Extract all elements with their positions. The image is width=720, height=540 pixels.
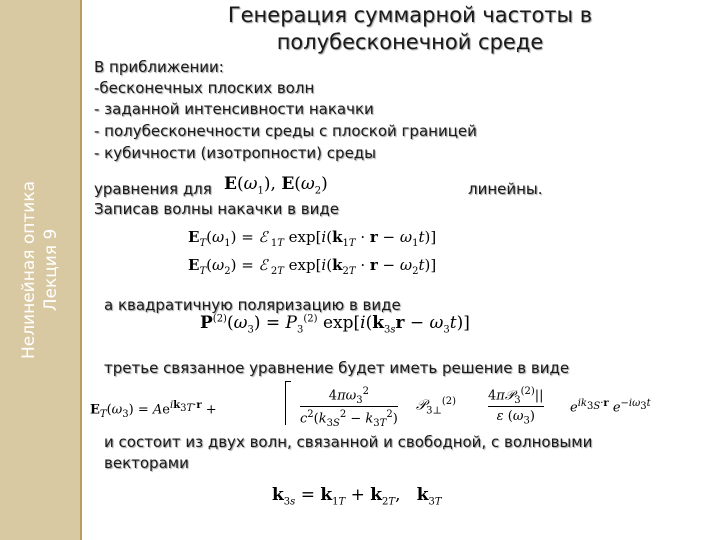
approx-item-pump: - заданной интенсивности накачки (94, 100, 374, 118)
course-title: Нелинейная оптика (19, 180, 39, 360)
slide-title-line2: полубесконечной среде (276, 30, 544, 54)
solution-bracket-left (285, 381, 286, 425)
approx-item-cubic: - кубичности (изотропности) среды (94, 144, 377, 162)
approx-item-halfspace: - полубесконечности среды с плоской границей (94, 122, 477, 140)
sidebar-caption (18, 181, 62, 359)
equation-fields-e1-e2: $E(\omega_1)$, $E(\omega_2)$ (224, 174, 328, 197)
equation-pump-wave-2: $E_T(\omega_2)$ = ℰ $_{2T}$ $\exp[i(k_{2T} \cdot r - \omega_2t)]$ (188, 256, 437, 277)
slide-title-line1: Генерация суммарной частоты в (227, 3, 593, 27)
quadratic-polarization-text: а квадратичную поляризацию в виде (104, 296, 401, 314)
third-equation-text: третье связанное уравнение будет иметь решение в виде (104, 359, 570, 377)
slide-title (100, 2, 720, 56)
equations-suffix: линейны. (468, 180, 543, 198)
equation-pump-wave-1: $E_T(\omega_1)$ = ℰ $_{1T}$ $\exp[i(k_{1T} \cdot r - \omega_1t)]$ (188, 228, 437, 249)
two-waves-text-line1: и состоит из двух волн, связанной и свободной, с волновыми (104, 433, 593, 451)
equation-quadratic-polarization: $P^{(2)}(\omega_3) = P_3^{(2)}$ $\exp[i(k_{3s}r - \omega_3t)]$ (200, 313, 470, 336)
equation-third-wave-p-perp: 𝒫$_{3\perp}^{(2)}$ (416, 396, 457, 417)
lecture-number: Лекция 9 (41, 228, 61, 312)
equation-third-wave-solution: $E_T(\omega_3) = Ae^{ik_{3T}\cdot r}$ + (90, 400, 217, 420)
equation-third-wave-fraction1: $4\pi\omega_3^2$ $c^2(k_{3S}^2 - k_{3T}^2)$ (300, 386, 398, 429)
equations-prefix: уравнения для (94, 180, 212, 198)
equation-wave-vectors: $k_{3s} = k_{1T} + k_{2T}$, $k_{3T}$ (272, 485, 442, 508)
solution-bracket-left-top (285, 381, 291, 382)
sidebar-divider (80, 0, 82, 540)
approx-item-plane-waves: -бесконечных плоских волн (94, 79, 315, 97)
pump-waves-text: Записав волны накачки в виде (94, 200, 339, 218)
equation-third-wave-exponent: $e^{ik_{3S}\cdot r}$ $e^{-i\omega_3t}$ (570, 398, 651, 416)
approx-heading: В приближении: (94, 58, 224, 76)
equation-third-wave-fraction2: 4π𝒫$_3^{(2)}$|| ε $(\omega_3)$ (488, 386, 544, 427)
two-waves-text-line2: векторами (104, 454, 189, 472)
